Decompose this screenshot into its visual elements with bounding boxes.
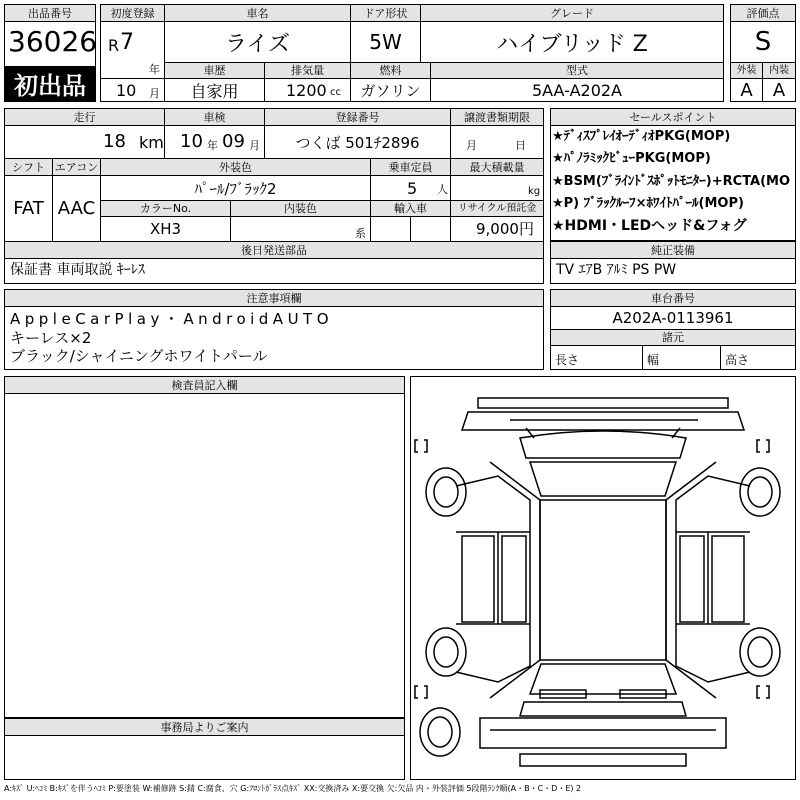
inspection-label: 車検 — [165, 109, 264, 125]
exterior-score: A — [740, 79, 753, 101]
model-value: 5AA-A202A — [531, 80, 622, 100]
transfer-month-unit: 月 — [466, 139, 477, 152]
sales-point: ★BSM(ﾌﾞﾗｲﾝﾄﾞｽﾎﾟｯﾄﾓﾆﾀｰ)+RCTA(MO — [552, 174, 791, 189]
transfer-label: 譲渡書類期限 — [451, 109, 543, 125]
max-load-unit: kg — [528, 186, 541, 197]
shift-value: FAT — [13, 198, 44, 219]
inspection-year-unit: 年 — [207, 139, 218, 152]
standard-equip-label: 純正装備 — [551, 242, 795, 258]
history-value: 自家用 — [190, 81, 239, 101]
mileage-label: 走行 — [5, 109, 164, 125]
grade-label: グレード — [421, 5, 723, 21]
capacity-value: 5 — [407, 179, 418, 198]
car-diagram — [410, 376, 796, 780]
office-label: 事務局よりご案内 — [5, 719, 404, 735]
lot-label: 出品番号 — [5, 5, 95, 21]
sales-point: ★P) ﾌﾞﾗｯｸﾙｰﾌ×ﾎﾜｲﾄﾊﾟｰﾙ(MOP) — [552, 196, 744, 211]
note-line: AppleCarPlay・AndroidAUTO — [10, 310, 334, 328]
sales-point: ★HDMI・LEDヘッド&フォグ — [552, 218, 747, 234]
capacity-label: 乗車定員 — [371, 159, 450, 175]
reg-month: 10 — [116, 81, 137, 100]
mileage-value: 18 — [103, 131, 126, 152]
model-label: 型式 — [431, 63, 723, 78]
recycle-value: 9,000円 — [476, 220, 534, 238]
legend: A:ｷｽﾞ U:ﾍｺﾐ B:ｷｽﾞを伴うﾍｺﾐ P:要塗装 W:補修跡 S:錆 C:腐食、穴 G:ﾌﾛﾝﾄｶﾞﾗｽ点ｷｽﾞ XX:交換済み X:要交換 欠:欠品 内・外装評価 5段階ﾗﾝｸ順(A・B・C・D・E) 2 — [4, 784, 582, 793]
car-name-label: 車名 — [165, 5, 350, 21]
lot-number: 36026 — [8, 25, 98, 58]
exterior-score-label: 外装 — [731, 63, 762, 78]
later-parts-value: 保証書 車両取説 ｷｰﾚｽ — [10, 262, 145, 278]
sales-points-list — [552, 128, 794, 240]
displacement-label: 排気量 — [265, 63, 350, 78]
interior-color-label: 内装色 — [231, 201, 370, 216]
capacity-unit: 人 — [437, 183, 448, 196]
inspector-box — [4, 376, 405, 718]
plate-label: 登録番号 — [265, 109, 450, 125]
inspection-year: 10 — [180, 131, 203, 152]
aircon-label: エアコン — [54, 160, 99, 174]
inspector-label: 検査員記入欄 — [5, 377, 404, 393]
width-label: 幅 — [647, 353, 660, 367]
height-label: 高さ — [725, 353, 750, 367]
car-name: ライズ — [224, 31, 291, 57]
length-label: 長さ — [555, 353, 580, 367]
sales-point: ★ﾊﾟﾉﾗﾐｯｸﾋﾞｭｰPKG(MOP) — [552, 151, 711, 166]
chassis-label: 車台番号 — [551, 290, 795, 306]
shift-label: シフト — [5, 159, 52, 175]
inspection-month: 09 — [222, 131, 245, 152]
transfer-day-unit: 日 — [515, 139, 526, 152]
year-unit: 年 — [149, 63, 160, 76]
door-value: 5W — [369, 30, 402, 54]
sales-point: ★ﾃﾞｨｽﾌﾟﾚｲｵｰﾃﾞｨｵPKG(MOP) — [552, 129, 731, 144]
exterior-color-label: 外装色 — [101, 159, 370, 175]
door-label: ドア形状 — [351, 5, 420, 21]
fuel-label: 燃料 — [351, 63, 430, 78]
note-line: キーレス×2 — [10, 329, 92, 347]
displacement-unit: cc — [330, 87, 341, 98]
interior-color-unit: 系 — [355, 227, 366, 240]
inspection-month-unit: 月 — [249, 139, 260, 152]
interior-score-label: 内装 — [763, 63, 795, 78]
color-no-value: XH3 — [149, 220, 182, 238]
chassis-value: A202A-0113961 — [612, 309, 734, 327]
interior-score: A — [772, 79, 786, 101]
score-value: S — [754, 27, 772, 57]
standard-equip-value: TV ｴｱB ｱﾙﾐ PS PW — [556, 262, 677, 278]
grade-value: ハイブリッド Z — [496, 31, 648, 57]
first-listing-badge: 初出品 — [5, 66, 95, 101]
color-no-label: カラーNo. — [101, 201, 230, 216]
fuel-value: ガソリン — [360, 81, 421, 100]
aircon-value: AAC — [57, 198, 96, 219]
mileage-unit: km — [139, 133, 164, 152]
reg-year: 7 — [120, 30, 134, 55]
recycle-label: リサイクル預託金 — [451, 201, 543, 216]
score-label: 評価点 — [731, 5, 795, 21]
month-unit: 月 — [149, 87, 160, 100]
notes-label: 注意事項欄 — [5, 290, 543, 306]
dims-label: 諸元 — [551, 330, 795, 345]
era: R — [108, 36, 120, 55]
displacement-value: 1200 — [286, 81, 327, 100]
first-reg-label: 初度登録 — [101, 5, 164, 21]
exterior-color-value: ﾊﾟｰﾙ/ﾌﾞﾗｯｸ2 — [194, 179, 277, 198]
sales-points-label: セールスポイント — [551, 109, 795, 125]
plate-value: つくば 501ﾁ2896 — [295, 133, 420, 152]
max-load-label: 最大積載量 — [451, 159, 543, 175]
later-parts-label: 後日発送部品 — [5, 242, 543, 258]
history-label: 車歴 — [165, 63, 264, 78]
import-label: 輸入車 — [371, 201, 450, 216]
note-line: ブラック/シャイニングホワイトパール — [10, 347, 268, 365]
